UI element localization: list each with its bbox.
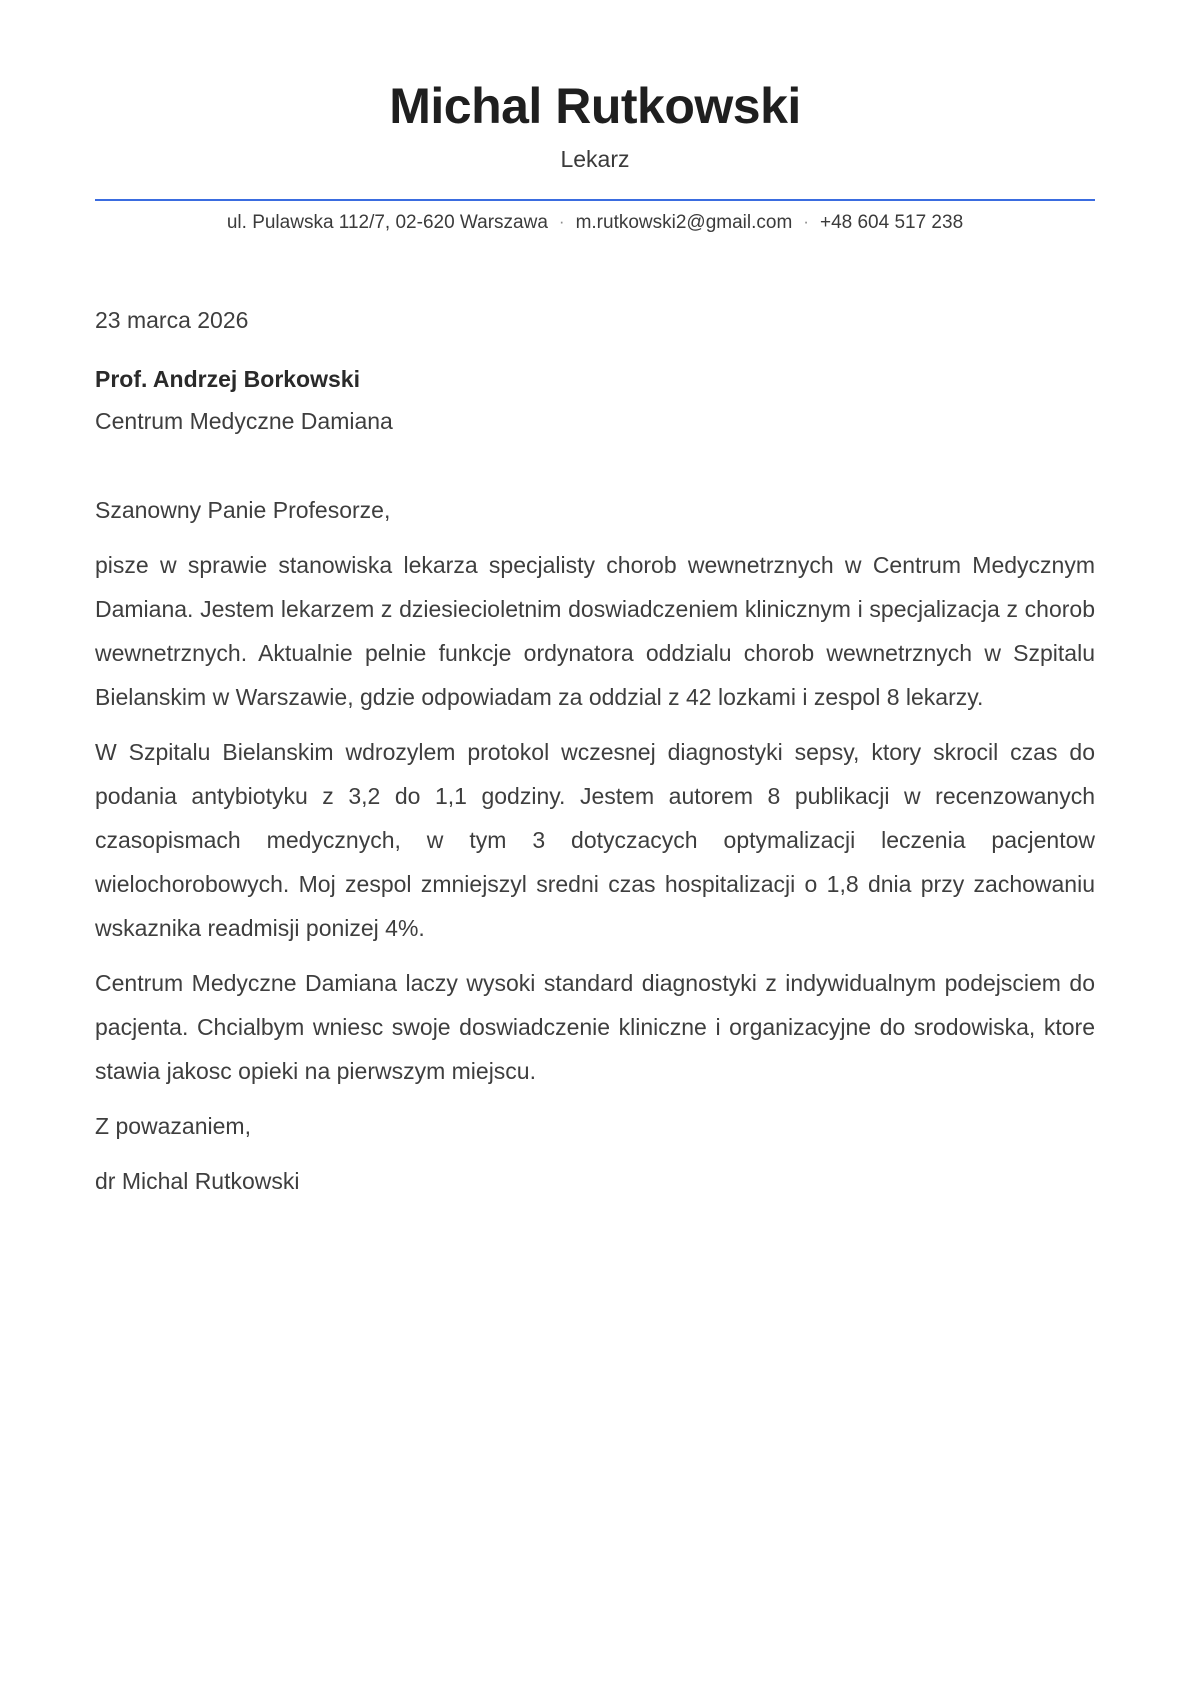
letter-header (95, 0, 1095, 238)
contact-phone: +48 604 517 238 (819, 212, 964, 234)
page-title: Michal Rutkowski (389, 78, 801, 134)
body-paragraph: W Szpitalu Bielanskim wdrozylem protokol wczesnej diagnostyki sepsy, ktory skrocil czas do podania antybiotyku z 3,2 do 1,1 godziny. Jestem autorem 8 publikacji w recenzowanych czasopismach medycznych, w tym 3 dotyczacych optymalizacji leczenia pacjentow wielochorobowych. Moj zespol zmniejszyl sredni czas hospitalizacji o 1,8 dnia przy zachowaniu wskaznika readmisji ponizej 4%. (95, 739, 1095, 942)
recipient-organization: Centrum Medyczne Damiana (95, 408, 393, 435)
role-subtitle: Lekarz (560, 145, 630, 172)
letter-body (95, 298, 1095, 1203)
contact-address: ul. Pulawska 112/7, 02-620 Warszawa (226, 212, 548, 234)
contact-line (95, 207, 1095, 238)
recipient-name: Prof. Andrzej Borkowski (95, 366, 360, 393)
contact-email: m.rutkowski2@gmail.com (575, 212, 793, 234)
body-paragraph: pisze w sprawie stanowiska lekarza specjalisty chorob wewnetrznych w Centrum Medycznym Damiana. Jestem lekarzem z dziesiecioletnim doswiadczeniem klinicznym i specjalizacja z chorob wewnetrznych. Aktualnie pelnie funkcje ordynatora oddzialu chorob wewnetrznych w Szpitalu Bielanskim w Warszawie, gdzie odpowiadam za oddzial z 42 lozkami i zespol 8 lekarzy. (95, 552, 1095, 711)
signature-name: dr Michal Rutkowski (95, 1168, 300, 1195)
salutation: Szanowny Panie Profesorze, (95, 497, 391, 524)
closing-phrase: Z powazaniem, (95, 1113, 251, 1140)
contact-separator-dot: · (803, 212, 809, 232)
contact-separator-dot: · (558, 212, 565, 232)
letter-date: 23 marca 2026 (95, 307, 249, 334)
header-divider (95, 199, 1095, 201)
body-paragraph: Centrum Medyczne Damiana laczy wysoki standard diagnostyki z indywidualnym podejsciem do pacjenta. Chcialbym wniesc swoje doswiadczenie kliniczne i organizacyjne do srodowiska, ktore stawia jakosc opieki na pierwszym miejscu. (95, 970, 1095, 1085)
recipient-block (95, 358, 1095, 442)
